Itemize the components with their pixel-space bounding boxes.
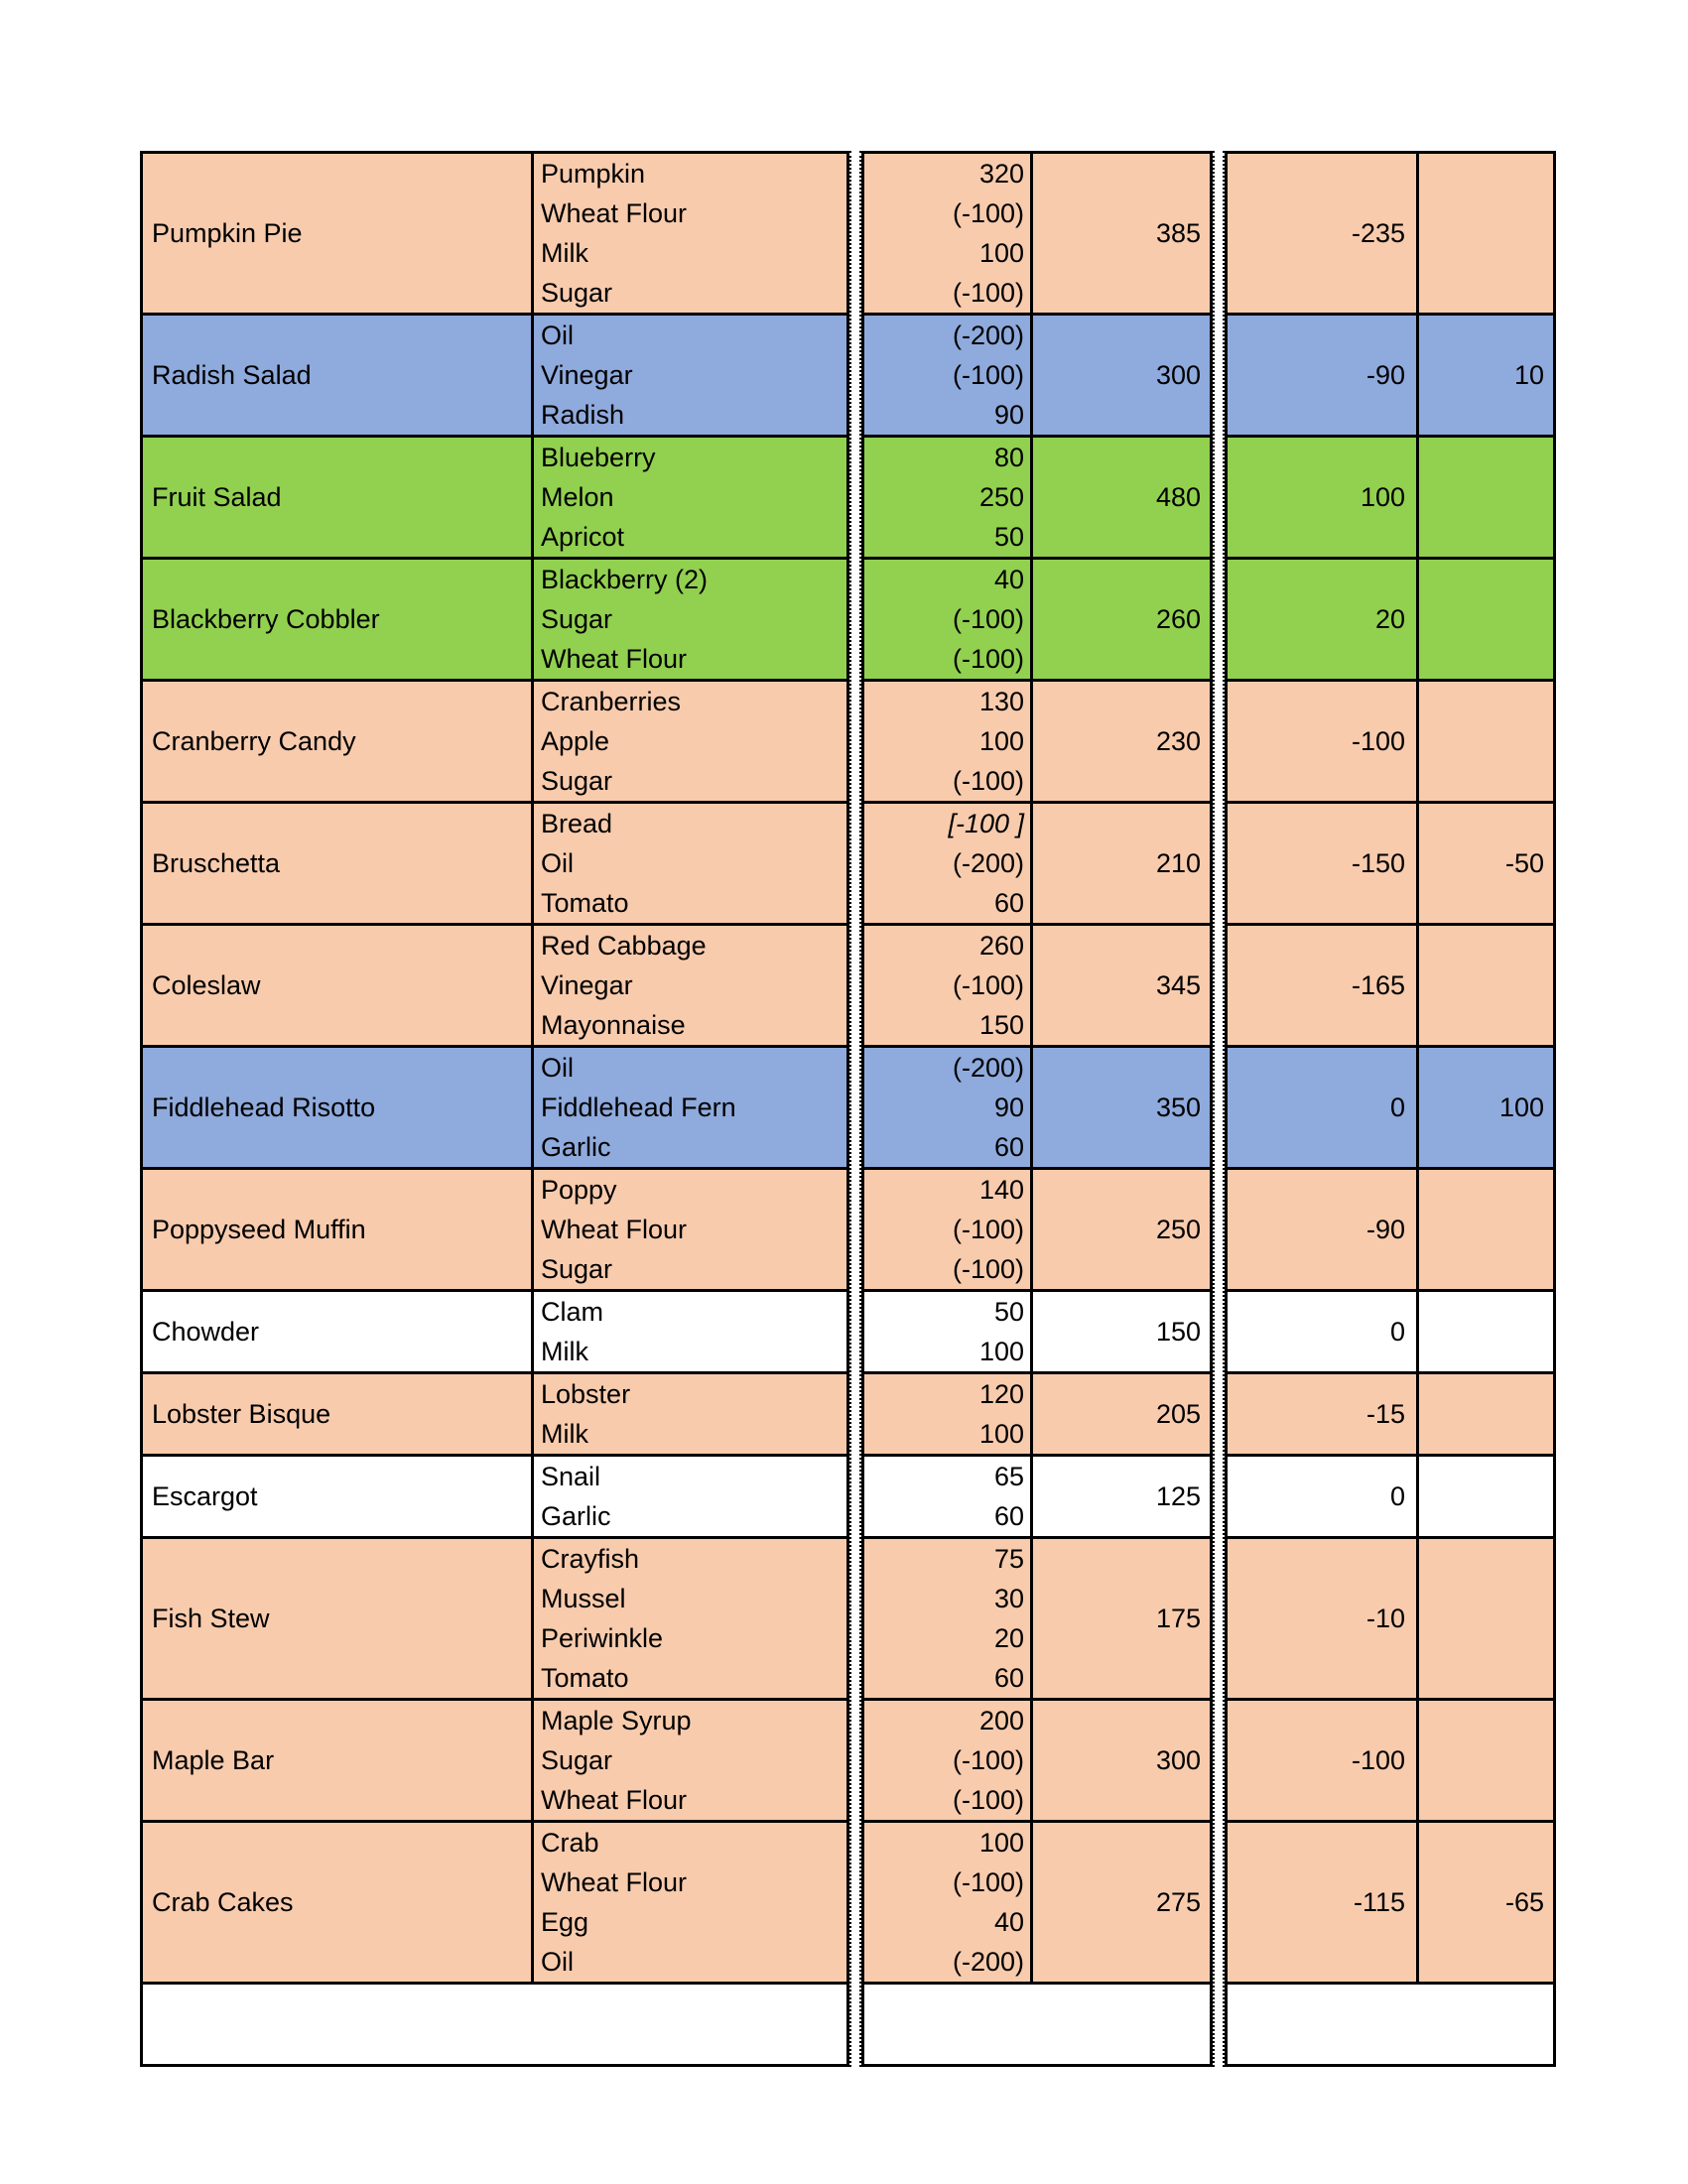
- cost-line: 140: [978, 1175, 1024, 1205]
- cost-list-cell[interactable]: [863, 437, 1032, 559]
- ingredient-line: Wheat Flour: [541, 198, 688, 228]
- cost-line: 75: [993, 1544, 1024, 1574]
- bonus-cell[interactable]: [1418, 1700, 1555, 1822]
- ingredient-list-cell[interactable]: [533, 153, 848, 315]
- cost-line: 60: [993, 888, 1024, 918]
- ingredient-line: Red Cabbage: [541, 931, 707, 961]
- recipe-name-cell[interactable]: Fruit Salad: [142, 437, 533, 559]
- hidden-column-spacer-2: [1213, 151, 1225, 2067]
- table-row: [863, 803, 1212, 925]
- cost-line: 100: [978, 1337, 1024, 1366]
- net-cell[interactable]: -235: [1227, 153, 1418, 315]
- table-row: [142, 1291, 848, 1373]
- net-cell[interactable]: 0: [1227, 1456, 1418, 1538]
- cost-line: (-100): [952, 1215, 1024, 1244]
- bonus-cell[interactable]: [1418, 681, 1555, 803]
- ingredient-line: Apricot: [541, 522, 625, 552]
- table-row: [863, 1822, 1212, 1984]
- net-cell[interactable]: -115: [1227, 1822, 1418, 1984]
- ingredient-list-cell[interactable]: [533, 1373, 848, 1456]
- ingredient-line: Radish: [541, 400, 625, 430]
- net-cell[interactable]: 0: [1227, 1047, 1418, 1169]
- table-row: [142, 153, 848, 315]
- cost-line: (-100): [952, 1745, 1024, 1775]
- total-cell[interactable]: 480: [1032, 437, 1212, 559]
- net-cell[interactable]: 0: [1227, 1291, 1418, 1373]
- ingredient-line: Garlic: [541, 1501, 611, 1531]
- recipe-cost-table: [140, 151, 1556, 2067]
- ingredient-line: Tomato: [541, 888, 629, 918]
- net-cell[interactable]: -90: [1227, 315, 1418, 437]
- bonus-cell[interactable]: [1418, 1373, 1555, 1456]
- table-row: [1227, 1047, 1555, 1169]
- recipe-name-cell[interactable]: Chowder: [142, 1291, 533, 1373]
- ingredient-list-cell[interactable]: [533, 437, 848, 559]
- ingredient-list-cell[interactable]: [533, 1700, 848, 1822]
- cost-line: 100: [978, 726, 1024, 756]
- ingredient-line: Vinegar: [541, 360, 633, 390]
- ingredient-line: Apple: [541, 726, 610, 756]
- table-row: [1227, 1700, 1555, 1822]
- table-row: [142, 315, 848, 437]
- subtable-costs-totals: [861, 151, 1213, 2067]
- table-row: [1227, 559, 1555, 681]
- cost-line: 100: [978, 1828, 1024, 1858]
- table-row: [1227, 925, 1555, 1047]
- bonus-cell[interactable]: [1418, 925, 1555, 1047]
- cost-list-cell[interactable]: [863, 1700, 1032, 1822]
- ingredient-list-cell[interactable]: [533, 1169, 848, 1291]
- cost-line: (-100): [952, 360, 1024, 390]
- cost-line: 30: [993, 1584, 1024, 1613]
- table-row: [863, 681, 1212, 803]
- ingredient-line: Tomato: [541, 1663, 629, 1693]
- table-row: [142, 1822, 848, 1984]
- cost-list-cell[interactable]: [863, 1373, 1032, 1456]
- cost-line: 150: [978, 1010, 1024, 1040]
- table-row: [142, 681, 848, 803]
- cost-line: (-100): [952, 198, 1024, 228]
- table-row: [863, 1538, 1212, 1700]
- cost-list-cell[interactable]: [863, 1291, 1032, 1373]
- total-cell[interactable]: 175: [1032, 1538, 1212, 1700]
- ingredient-line: Oil: [541, 848, 574, 878]
- ingredient-line: Blackberry (2): [541, 565, 709, 594]
- table-row: [1227, 803, 1555, 925]
- table-row: [142, 925, 848, 1047]
- footer-row: [142, 1984, 848, 2066]
- ingredient-list-cell[interactable]: [533, 1822, 848, 1984]
- cost-line: 60: [993, 1501, 1024, 1531]
- net-cell[interactable]: -150: [1227, 803, 1418, 925]
- cost-list-cell[interactable]: [863, 1538, 1032, 1700]
- cost-list-cell[interactable]: [863, 1456, 1032, 1538]
- footer-cell-right[interactable]: [1227, 1984, 1555, 2066]
- recipe-name-cell[interactable]: Poppyseed Muffin: [142, 1169, 533, 1291]
- cost-line: (-200): [952, 848, 1024, 878]
- table-row: [142, 1456, 848, 1538]
- bonus-cell[interactable]: [1418, 1169, 1555, 1291]
- ingredient-line: Snail: [541, 1462, 601, 1491]
- ingredient-line: Pumpkin: [541, 159, 646, 189]
- total-cell[interactable]: 275: [1032, 1822, 1212, 1984]
- bonus-cell[interactable]: [1418, 153, 1555, 315]
- table-row: [863, 1456, 1212, 1538]
- recipe-name-cell[interactable]: Coleslaw: [142, 925, 533, 1047]
- ingredient-line: Wheat Flour: [541, 1785, 688, 1815]
- total-cell[interactable]: 150: [1032, 1291, 1212, 1373]
- cost-line: (-100): [952, 644, 1024, 674]
- table-row: [863, 559, 1212, 681]
- net-cell[interactable]: 100: [1227, 437, 1418, 559]
- total-cell[interactable]: 260: [1032, 559, 1212, 681]
- cost-list-cell[interactable]: [863, 803, 1032, 925]
- bonus-cell[interactable]: 10: [1418, 315, 1555, 437]
- table-row: [142, 1373, 848, 1456]
- ingredient-line: Wheat Flour: [541, 1215, 688, 1244]
- net-cell[interactable]: -15: [1227, 1373, 1418, 1456]
- ingredient-line: Clam: [541, 1297, 604, 1327]
- ingredient-line: Crayfish: [541, 1544, 640, 1574]
- table-row: [142, 559, 848, 681]
- cost-line: 100: [978, 238, 1024, 268]
- ingredient-list-cell[interactable]: [533, 1538, 848, 1700]
- net-cell[interactable]: -90: [1227, 1169, 1418, 1291]
- total-cell[interactable]: 300: [1032, 1700, 1212, 1822]
- cost-line: 60: [993, 1132, 1024, 1162]
- bonus-cell[interactable]: -50: [1418, 803, 1555, 925]
- table-row: [142, 437, 848, 559]
- footer-cell-middle[interactable]: [863, 1984, 1212, 2066]
- ingredient-line: Maple Syrup: [541, 1706, 692, 1735]
- bonus-cell[interactable]: -65: [1418, 1822, 1555, 1984]
- total-cell[interactable]: 385: [1032, 153, 1212, 315]
- recipe-name-cell[interactable]: Bruschetta: [142, 803, 533, 925]
- net-cell[interactable]: -100: [1227, 681, 1418, 803]
- ingredient-line: Mayonnaise: [541, 1010, 686, 1040]
- ingredient-line: Vinegar: [541, 970, 633, 1000]
- total-cell[interactable]: 300: [1032, 315, 1212, 437]
- ingredient-line: Oil: [541, 321, 574, 350]
- cost-line: 40: [993, 565, 1024, 594]
- table-row: [142, 803, 848, 925]
- total-cell[interactable]: 350: [1032, 1047, 1212, 1169]
- table-row: [1227, 1456, 1555, 1538]
- cost-line: (-200): [952, 1947, 1024, 1977]
- bonus-cell[interactable]: [1418, 1456, 1555, 1538]
- ingredient-line: Milk: [541, 1337, 588, 1366]
- recipe-name-cell[interactable]: Pumpkin Pie: [142, 153, 533, 315]
- ingredient-line: Mussel: [541, 1584, 626, 1613]
- table-row: [1227, 1538, 1555, 1700]
- total-cell[interactable]: 205: [1032, 1373, 1212, 1456]
- ingredient-line: Periwinkle: [541, 1623, 664, 1653]
- hidden-column-spacer-1: [849, 151, 861, 2067]
- net-cell[interactable]: 20: [1227, 559, 1418, 681]
- cost-line: 90: [993, 1092, 1024, 1122]
- recipe-name-cell[interactable]: Blackberry Cobbler: [142, 559, 533, 681]
- cost-line: 250: [978, 482, 1024, 512]
- ingredient-list-cell[interactable]: [533, 803, 848, 925]
- ingredient-line: Oil: [541, 1947, 574, 1977]
- cost-line: 65: [993, 1462, 1024, 1491]
- cost-line: 50: [993, 522, 1024, 552]
- table-row: [1227, 1822, 1555, 1984]
- table-row: [1227, 153, 1555, 315]
- total-cell[interactable]: 210: [1032, 803, 1212, 925]
- recipe-name-cell[interactable]: Maple Bar: [142, 1700, 533, 1822]
- bonus-cell[interactable]: 100: [1418, 1047, 1555, 1169]
- bonus-cell[interactable]: [1418, 1291, 1555, 1373]
- footer-row: [863, 1984, 1212, 2066]
- cost-list-cell[interactable]: [863, 1047, 1032, 1169]
- ingredient-line: Lobster: [541, 1379, 631, 1409]
- table-row: [863, 1047, 1212, 1169]
- recipe-name-cell[interactable]: Escargot: [142, 1456, 533, 1538]
- ingredient-list-cell[interactable]: [533, 1456, 848, 1538]
- ingredient-line: Garlic: [541, 1132, 611, 1162]
- table-row: [1227, 437, 1555, 559]
- cost-line: [-100 ]: [948, 809, 1024, 838]
- recipe-name-cell[interactable]: Lobster Bisque: [142, 1373, 533, 1456]
- cost-list-cell[interactable]: [863, 925, 1032, 1047]
- ingredient-line: Cranberries: [541, 687, 682, 716]
- cost-list-cell[interactable]: [863, 559, 1032, 681]
- ingredient-line: Fiddlehead Fern: [541, 1092, 736, 1122]
- cost-list-cell[interactable]: [863, 681, 1032, 803]
- total-cell[interactable]: 345: [1032, 925, 1212, 1047]
- cost-line: (-200): [952, 321, 1024, 350]
- net-cell[interactable]: -100: [1227, 1700, 1418, 1822]
- table-row: [142, 1700, 848, 1822]
- bonus-cell[interactable]: [1418, 559, 1555, 681]
- cost-line: 50: [993, 1297, 1024, 1327]
- table-row: [142, 1538, 848, 1700]
- ingredient-line: Wheat Flour: [541, 644, 688, 674]
- cost-line: 90: [993, 400, 1024, 430]
- cost-line: (-100): [952, 604, 1024, 634]
- table-row: [1227, 1169, 1555, 1291]
- cost-line: 80: [993, 443, 1024, 472]
- total-cell[interactable]: 250: [1032, 1169, 1212, 1291]
- cost-line: 20: [993, 1623, 1024, 1653]
- ingredient-list-cell[interactable]: [533, 559, 848, 681]
- cost-line: 260: [978, 931, 1024, 961]
- subtable-net-bonus: [1225, 151, 1556, 2067]
- footer-cell-left[interactable]: [142, 1984, 848, 2066]
- ingredient-line: Blueberry: [541, 443, 656, 472]
- ingredient-line: Wheat Flour: [541, 1867, 688, 1897]
- ingredient-line: Sugar: [541, 278, 613, 308]
- cost-line: (-100): [952, 1785, 1024, 1815]
- recipe-name-cell[interactable]: Fish Stew: [142, 1538, 533, 1700]
- cost-line: 120: [978, 1379, 1024, 1409]
- cost-list-cell[interactable]: [863, 1822, 1032, 1984]
- cost-list-cell[interactable]: [863, 315, 1032, 437]
- subtable-names-ingredients: [140, 151, 849, 2067]
- ingredient-line: Milk: [541, 238, 588, 268]
- total-cell[interactable]: 125: [1032, 1456, 1212, 1538]
- cost-line: (-100): [952, 1254, 1024, 1284]
- table-row: [863, 437, 1212, 559]
- table-row: [863, 1169, 1212, 1291]
- ingredient-line: Melon: [541, 482, 614, 512]
- table-row: [1227, 315, 1555, 437]
- ingredient-line: Sugar: [541, 766, 613, 796]
- bonus-cell[interactable]: [1418, 1538, 1555, 1700]
- net-cell[interactable]: -165: [1227, 925, 1418, 1047]
- cost-list-cell[interactable]: [863, 1169, 1032, 1291]
- ingredient-line: Poppy: [541, 1175, 617, 1205]
- table-row: [863, 925, 1212, 1047]
- ingredient-line: Oil: [541, 1053, 574, 1083]
- table-row: [863, 1291, 1212, 1373]
- ingredient-list-cell[interactable]: [533, 1291, 848, 1373]
- cost-line: 320: [978, 159, 1024, 189]
- table-row: [1227, 1373, 1555, 1456]
- table-row: [142, 1047, 848, 1169]
- ingredient-list-cell[interactable]: [533, 1047, 848, 1169]
- table-row: [142, 1169, 848, 1291]
- bonus-cell[interactable]: [1418, 437, 1555, 559]
- recipe-name-cell[interactable]: Crab Cakes: [142, 1822, 533, 1984]
- ingredient-line: Egg: [541, 1907, 589, 1937]
- table-row: [1227, 1291, 1555, 1373]
- cost-line: 40: [993, 1907, 1024, 1937]
- cost-line: (-100): [952, 1867, 1024, 1897]
- total-cell[interactable]: 230: [1032, 681, 1212, 803]
- cost-list-cell[interactable]: [863, 153, 1032, 315]
- table-row: [1227, 681, 1555, 803]
- ingredient-line: Sugar: [541, 1745, 613, 1775]
- footer-row: [1227, 1984, 1555, 2066]
- ingredient-list-cell[interactable]: [533, 315, 848, 437]
- ingredient-line: Crab: [541, 1828, 599, 1858]
- cost-line: (-100): [952, 970, 1024, 1000]
- net-cell[interactable]: -10: [1227, 1538, 1418, 1700]
- ingredient-line: Milk: [541, 1419, 588, 1449]
- cost-line: 130: [978, 687, 1024, 716]
- recipe-name-cell[interactable]: Fiddlehead Risotto: [142, 1047, 533, 1169]
- table-row: [863, 315, 1212, 437]
- ingredient-line: Sugar: [541, 604, 613, 634]
- cost-line: (-100): [952, 278, 1024, 308]
- ingredient-line: Bread: [541, 809, 613, 838]
- cost-line: (-200): [952, 1053, 1024, 1083]
- cost-line: (-100): [952, 766, 1024, 796]
- recipe-name-cell[interactable]: Cranberry Candy: [142, 681, 533, 803]
- ingredient-line: Sugar: [541, 1254, 613, 1284]
- table-row: [863, 1700, 1212, 1822]
- recipe-name-cell[interactable]: Radish Salad: [142, 315, 533, 437]
- ingredient-list-cell[interactable]: [533, 681, 848, 803]
- cost-line: 200: [978, 1706, 1024, 1735]
- cost-line: 100: [978, 1419, 1024, 1449]
- table-row: [863, 153, 1212, 315]
- ingredient-list-cell[interactable]: [533, 925, 848, 1047]
- table-row: [863, 1373, 1212, 1456]
- cost-line: 60: [993, 1663, 1024, 1693]
